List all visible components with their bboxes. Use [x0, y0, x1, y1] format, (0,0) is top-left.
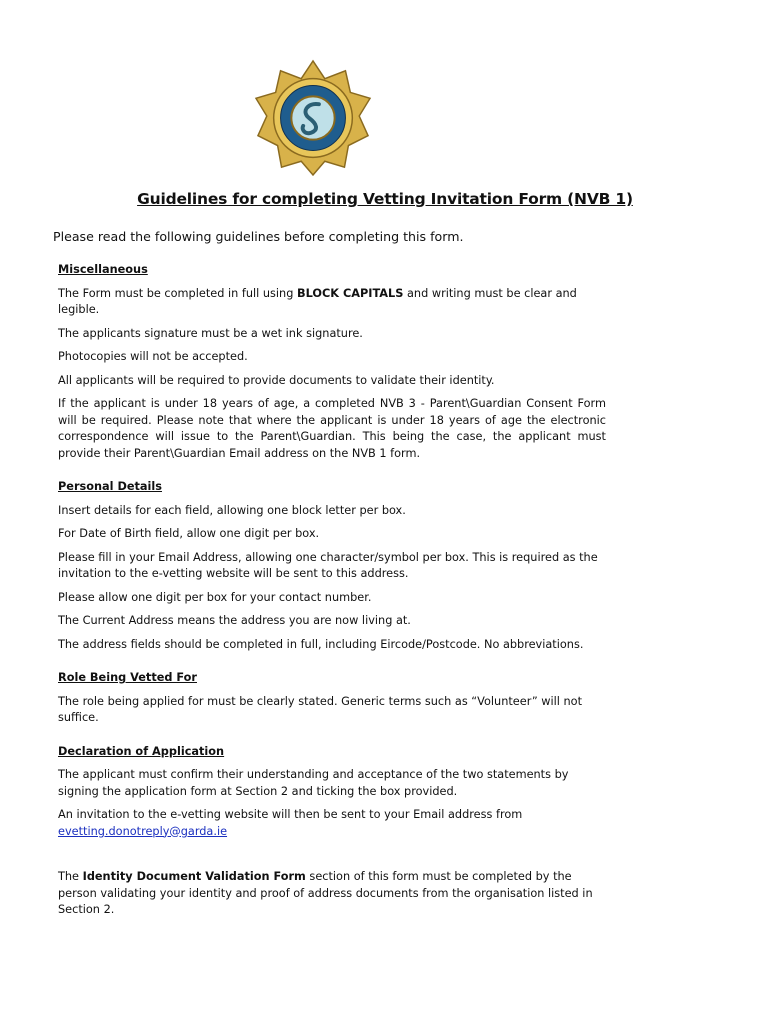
misc-paragraph-3: Photocopies will not be accepted.	[58, 350, 248, 363]
misc-paragraph-5: If the applicant is under 18 years of age, a completed NVB 3 - Parent\Guardian Consent Form will be required. Please note that where the applicant is under 18 years of age the electronic correspondence will issue to the Parent\Guardian. This being the case, the applicant must provide their Parent\Guardian Email address on the NVB 1 form.	[58, 397, 606, 460]
personal-paragraph-2: For Date of Birth field, allow one digit per box.	[58, 527, 320, 540]
identity-paragraph	[58, 869, 606, 919]
identity-post: section of this form must be completed by the person validating your identity and proof of address documents from the organisation listed in Section 2.	[58, 870, 593, 916]
misc-paragraph-4: All applicants will be required to provide documents to validate their identity.	[58, 373, 495, 387]
identity-form-name: Identity Document Validation Form	[82, 870, 306, 883]
miscellaneous-heading: Miscellaneous	[58, 263, 148, 276]
block-capitals-text: BLOCK CAPITALS	[296, 286, 404, 300]
declaration-p2-text: An invitation to the e-vetting website will then be sent to your Email address from	[58, 808, 523, 821]
personal-paragraph-1: Insert details for each field, allowing one block letter per box.	[58, 503, 406, 517]
misc-p1-post: and writing must be clear and legible.	[58, 286, 577, 316]
role-heading: Role Being Vetted For	[58, 671, 197, 684]
garda-crest-icon	[254, 59, 372, 177]
personal-details-heading: Personal Details	[58, 480, 162, 493]
misc-paragraph-2: The applicants signature must be a wet ink signature.	[58, 326, 363, 340]
misc-p1-pre: The Form must be completed in full using	[58, 286, 297, 300]
role-paragraph-1: The role being applied for must be clearly stated. Generic terms such as “Volunteer” will not suffice.	[58, 694, 583, 724]
personal-paragraph-3: Please fill in your Email Address, allowing one character/symbol per box. This is required as the invitation to the e-vetting website will be sent to this address.	[58, 550, 598, 580]
declaration-heading: Declaration of Application	[58, 744, 225, 758]
personal-paragraph-6: The address fields should be completed in full, including Eircode/Postcode. No abbreviations.	[58, 637, 584, 651]
guidelines-body	[58, 262, 606, 926]
misc-paragraph-1	[58, 286, 606, 319]
identity-pre: The	[58, 870, 83, 883]
email-link[interactable]: evetting.donotreply@garda.ie	[58, 824, 228, 838]
personal-paragraph-4: Please allow one digit per box for your contact number.	[58, 590, 372, 604]
declaration-paragraph-2	[58, 807, 606, 840]
page-title: Guidelines for completing Vetting Invitation Form (NVB 1)	[137, 190, 633, 208]
intro-text: Please read the following guidelines before completing this form.	[53, 229, 464, 244]
declaration-paragraph-1: The applicant must confirm their understanding and acceptance of the two statements by signing the application form at Section 2 and ticking the box provided.	[58, 768, 569, 798]
personal-paragraph-5: The Current Address means the address you are now living at.	[58, 614, 411, 627]
